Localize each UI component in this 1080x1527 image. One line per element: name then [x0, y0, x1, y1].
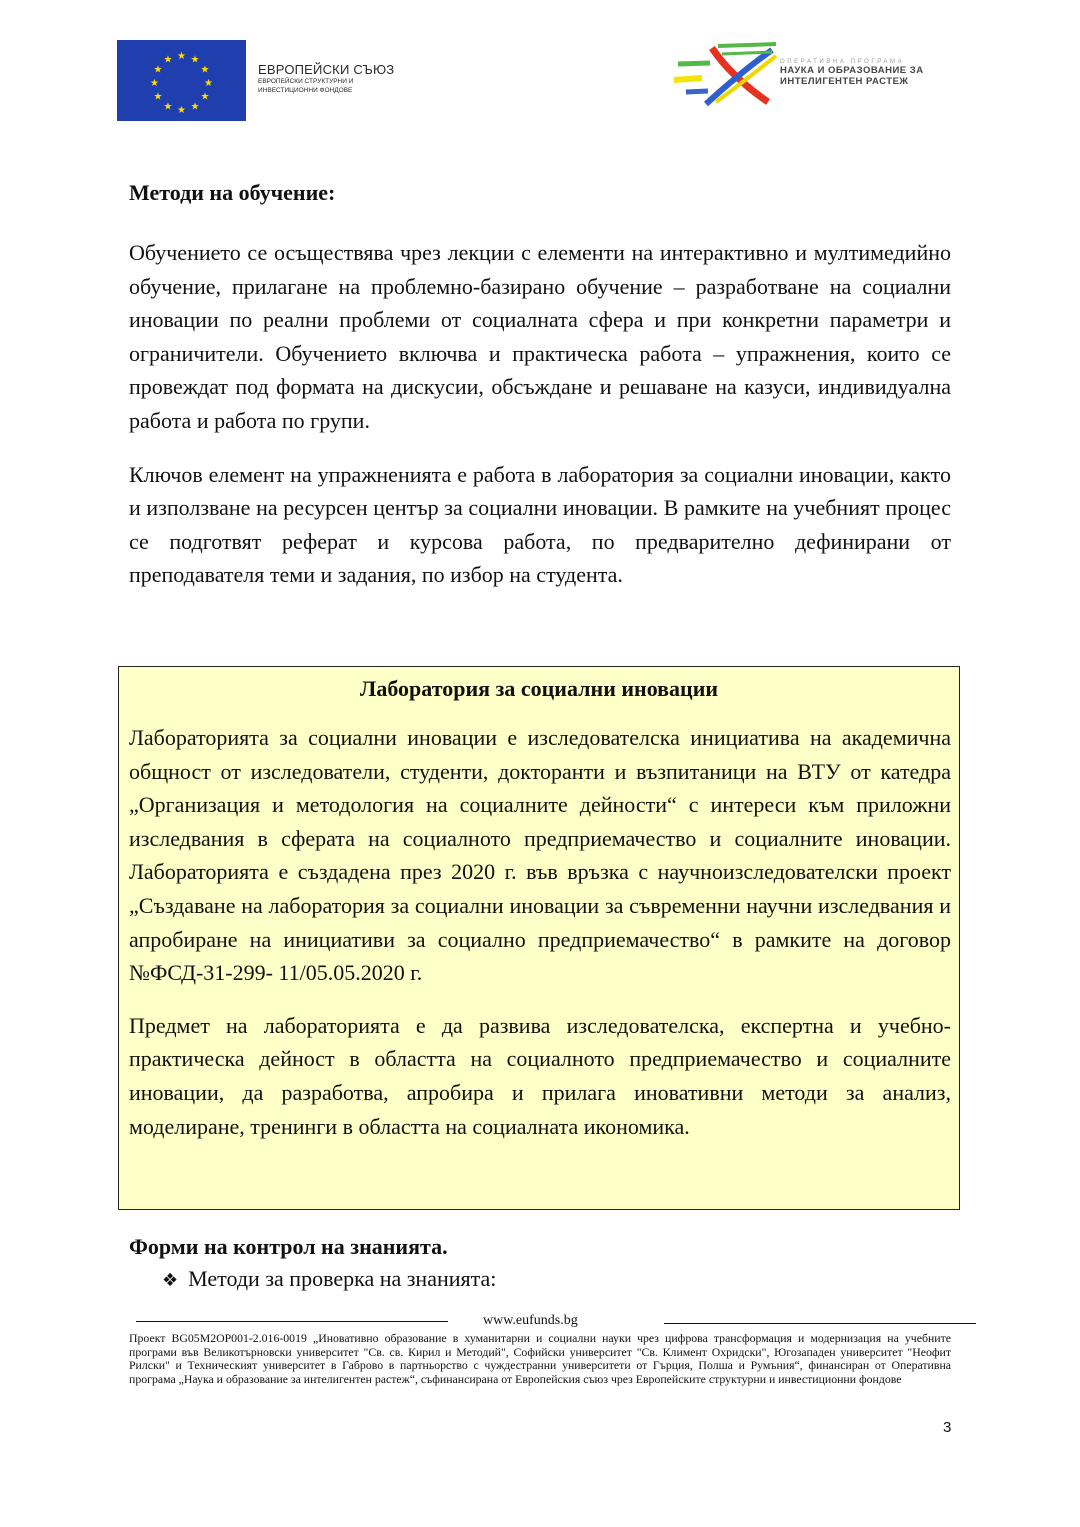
eu-title: ЕВРОПЕЙСКИ СЪЮЗ [258, 62, 395, 77]
op-science-education-logo [672, 42, 787, 108]
methods-paragraph-2: Ключов елемент на упражненията е работа в лаборатория за социални иновации, както и използване на ресурсен център за социални иновации. В рамките на учебният процес се подготвят реферат и курсова работа, по предварително дефинирани от преподавателя теми и задания, по избор на студента. [129, 461, 951, 588]
eu-stars-icon [117, 40, 246, 121]
svg-text:★: ★ [190, 54, 200, 66]
eu-subtitle-2: ИНВЕСТИЦИОННИ ФОНДОВЕ [258, 86, 353, 94]
page-number: 3 [943, 1419, 952, 1436]
methods-paragraph-1: Обучението се осъществява чрез лекции с елементи на интерактивно и мултимедийно обучение, прилагане на проблемно-базирано обучение – разработване на социални иновации по реални проблеми от социалната сфера и при конкретни параметри и ограничители. Обучението включва и практическа работа – упражнения, които се провеждат под формата на дискусии, обсъждане и решаване на казуси, индивидуална работа и работа по групи. [129, 240, 951, 433]
svg-text:★: ★ [177, 105, 186, 116]
footer-divider-right [664, 1323, 976, 1324]
methods-heading: Методи на обучение: [129, 180, 336, 205]
lab-box-title: Лаборатория за социални иновации [359, 676, 719, 701]
footer-project-text: Проект BG05M2OP001-2.016-0019 „Иновативно образование в хуманитарни и социални науки чрез цифрова трансформация и модернизация на учебните програми във Великотърновски университет "Св. св. Кирил и Методий", Софийски университет "Св. Климент Охридски", Югозападен университет "Неофит Рилски" и Техническият университет в Габрово в партньорство с чуждестранни университети от Гърция, Полша и Румъния“, финансиран от Оперативна програма „Наука и образование за интелигентен растеж“, съфинансирана от Европейския съюз чрез Европейските структурни и инвестиционни фондове [129, 1331, 951, 1386]
svg-text:★: ★ [190, 101, 200, 113]
lab-paragraph-1: Лабораторията за социални иновации е изследователска инициатива на академична общност от изследователи, студенти, докторанти и възпитаници на ВТУ от катедра „Организация и методология на социалните дейности“ с интереси към приложни изследвания в сферата на социалното предприемачество и социалните иновации. Лабораторията е създадена през 2020 г. във връзка с научноизследователски проект „Създаване на лаборатория за социални иновации за съвременни научни изследвания и апробиране на инициативи за социално предприемачество“ в рамките на договор №ФСД-31-299- 11/05.05.2020 г. [129, 725, 951, 986]
methods-section [129, 170, 951, 592]
footer-divider-left [136, 1321, 448, 1322]
svg-text:★: ★ [153, 91, 163, 103]
svg-text:★: ★ [177, 51, 186, 62]
eu-subtitle-1: ЕВРОПЕЙСКИ СТРУКТУРНИ И [258, 78, 354, 85]
lab-paragraph-2: Предмет на лабораторията е да развива изследователска, експертна и учебно-практическа дейност в областта на социалното предприемачество и социалните иновации, да разработва, апробира и прилага иновативни методи за анализ, моделиране, тренинги в областта на социалната икономика. [129, 1012, 951, 1139]
list-item [162, 1264, 951, 1296]
bullet-text: Методи за проверка на знанията: [188, 1266, 497, 1291]
svg-text:★: ★ [204, 78, 213, 89]
page-header [0, 0, 1080, 130]
eu-logo-text [258, 62, 428, 94]
op-small-caption: ОПЕРАТИВНА ПРОГРАМА [780, 59, 905, 65]
knowledge-control-heading: Форми на контрол на знанията. [129, 1234, 448, 1259]
diamond-bullet-icon: ❖ [162, 1270, 179, 1291]
svg-text:★: ★ [163, 101, 173, 113]
op-logo-text [780, 59, 980, 87]
svg-text:★: ★ [200, 91, 210, 103]
op-title-line1: НАУКА И ОБРАЗОВАНИЕ ЗА [780, 65, 924, 76]
eu-flag-logo [117, 40, 246, 121]
svg-text:★: ★ [200, 64, 210, 76]
op-title-line2: ИНТЕЛИГЕНТЕН РАСТЕЖ [780, 76, 909, 87]
knowledge-control-section [129, 1232, 951, 1296]
svg-text:★: ★ [150, 78, 159, 89]
svg-text:★: ★ [163, 54, 173, 66]
lab-info-box [118, 666, 960, 1210]
svg-text:★: ★ [153, 64, 163, 76]
footer-url[interactable]: www.eufunds.bg [483, 1313, 578, 1328]
